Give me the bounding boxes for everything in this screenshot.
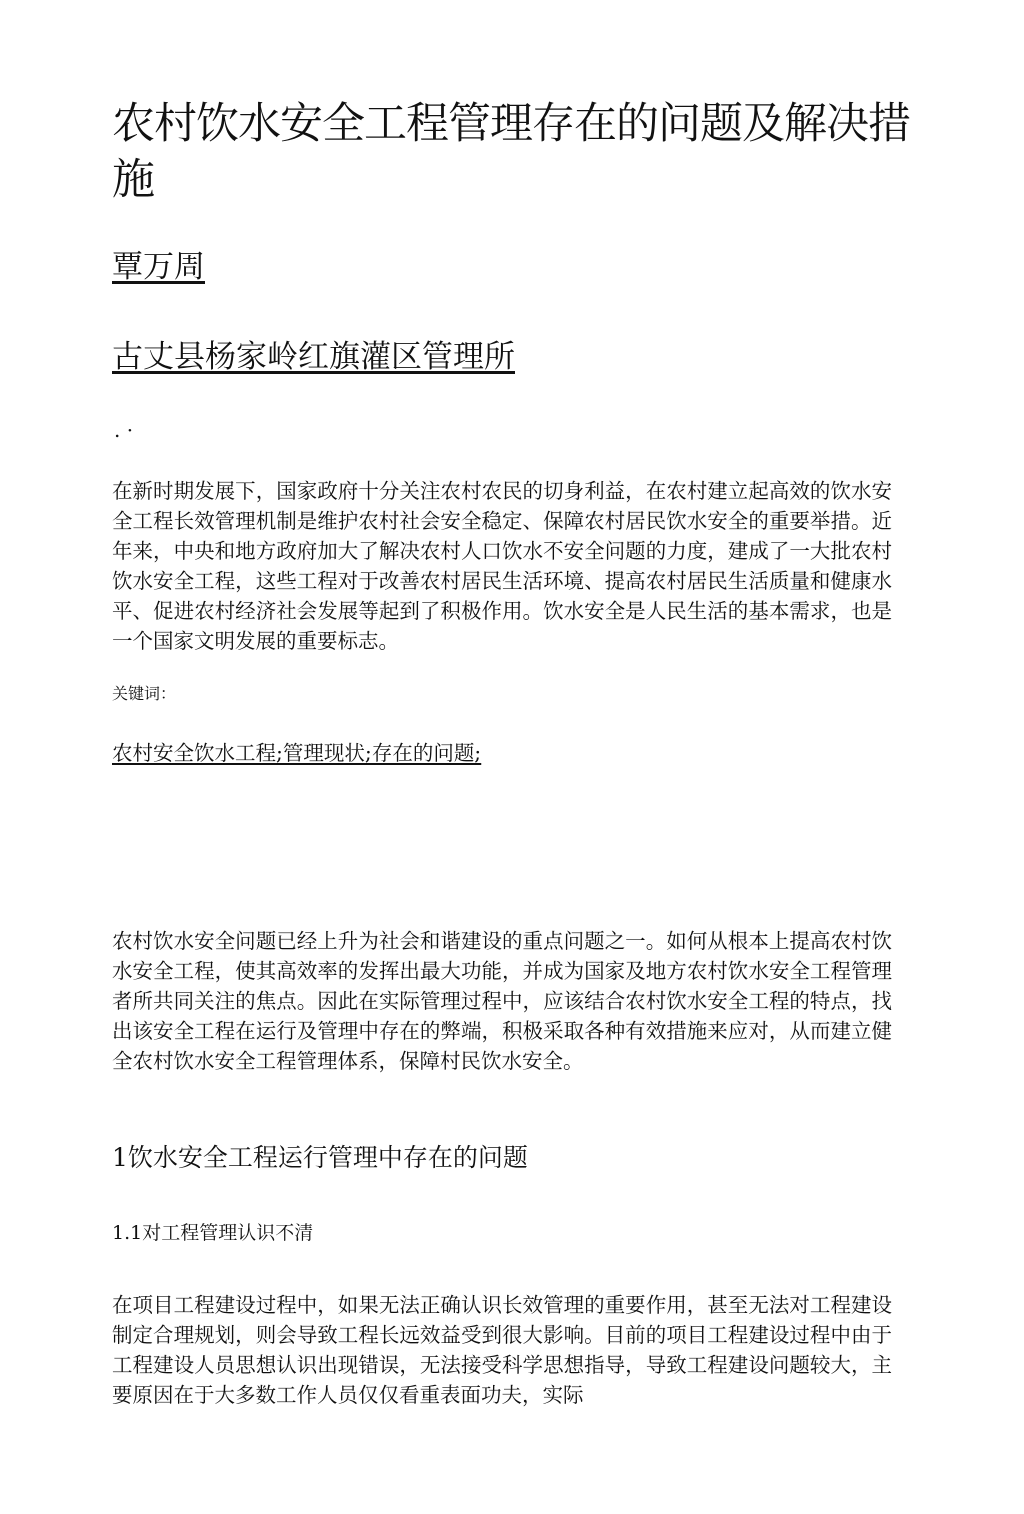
author-name: 覃万周: [112, 249, 205, 285]
section-1-1-heading: 1.1对工程管理认识不清: [112, 1222, 314, 1244]
section-1-1-paragraph: 在项目工程建设过程中，如果无法正确认识长效管理的重要作用，甚至无法对工程建设制定合理规划，则会导致工程长远效益受到很大影响。目前的项目工程建设过程中由于工程建设人员思想认识出现错误，无法接受科学思想指导，导致工程建设问题较大，主要原因在于大多数工作人员仅仅看重表面功夫，实际: [112, 1293, 892, 1407]
author-affiliation: 古丈县杨家岭红旗灌区管理所: [112, 339, 515, 375]
keywords-text: 农村安全饮水工程;管理现状;存在的问题;: [112, 741, 482, 765]
section-1-heading: 1饮水安全工程运行管理中存在的问题: [112, 1143, 528, 1172]
intro-paragraph: 农村饮水安全问题已经上升为社会和谐建设的重点问题之一。如何从根本上提高农村饮水安全工程，使其高效率的发挥出最大功能，并成为国家及地方农村饮水安全工程管理者所共同关注的焦点。因此在实际管理过程中，应该结合农村饮水安全工程的特点，找出该安全工程在运行及管理中存在的弊端，积极采取各种有效措施来应对，从而建立健全农村饮水安全工程管理体系，保障村民饮水安全。: [112, 929, 892, 1073]
keywords-label: 关键词：: [112, 684, 177, 703]
document-title: 农村饮水安全工程管理存在的问题及解决措施: [112, 99, 910, 205]
separator-dots: . ·: [114, 418, 134, 442]
abstract-paragraph: 在新时期发展下，国家政府十分关注农村农民的切身利益，在农村建立起高效的饮水安全工程长效管理机制是维护农村社会安全稳定、保障农村居民饮水安全的重要举措。近年来，中央和地方政府加大了解决农村人口饮水不安全问题的力度，建成了一大批农村饮水安全工程，这些工程对于改善农村居民生活环境、提高农村居民生活质量和健康水平、促进农村经济社会发展等起到了积极作用。饮水安全是人民生活的基本需求，也是一个国家文明发展的重要标志。: [112, 479, 892, 653]
